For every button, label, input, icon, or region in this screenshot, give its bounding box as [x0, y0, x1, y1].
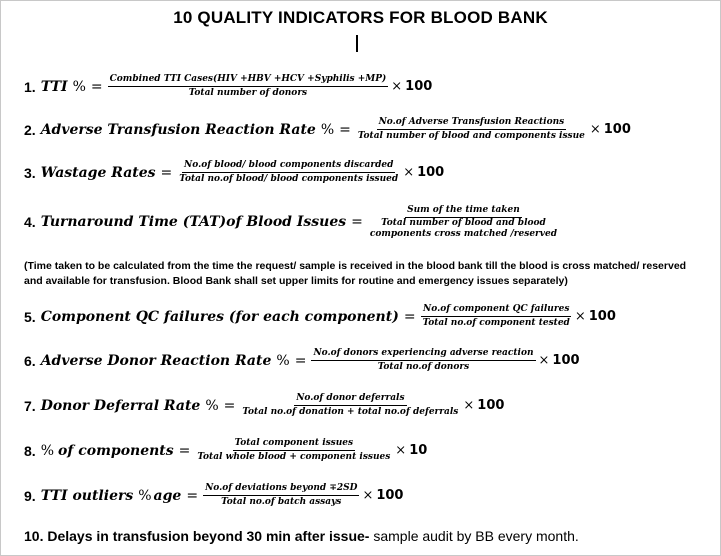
formula-fraction — [177, 159, 400, 186]
indicator-name: Delays in transfusion beyond 30 min after issue- — [47, 528, 370, 544]
formula-fraction — [195, 437, 392, 464]
indicator-name: Donor Deferral Rate — [40, 397, 201, 414]
multiplier: 100 — [552, 353, 580, 368]
multiplier: 100 — [603, 122, 631, 137]
indicator-3 — [24, 159, 444, 186]
equals-sign: = — [351, 214, 363, 230]
indicator-number: 3. — [24, 164, 36, 181]
percent-sign: % — [138, 487, 152, 504]
formula-fraction — [356, 116, 587, 143]
multiplier: 100 — [477, 398, 505, 413]
multiplier: 100 — [588, 309, 616, 324]
equals-sign: = — [339, 121, 351, 138]
percent-sign: % — [72, 78, 86, 95]
indicator-number: 1. — [24, 78, 36, 95]
indicator-number: 6. — [24, 352, 36, 369]
indicator-number: 4. — [24, 214, 36, 230]
multiplier: 100 — [405, 79, 433, 94]
numerator: No.of component QC failures — [421, 303, 571, 317]
indicator-number: 5. — [24, 308, 36, 325]
times-sign: × — [463, 398, 475, 413]
times-sign: × — [574, 309, 586, 324]
numerator: No.of deviations beyond ∓2SD — [203, 482, 359, 496]
numerator: No.of blood/ blood components discarded — [182, 159, 395, 173]
denominator: Total number of blood and components issue — [357, 131, 585, 141]
times-sign: × — [403, 165, 415, 180]
indicator-name: Adverse Donor Reaction Rate — [40, 352, 272, 369]
indicator-2 — [24, 116, 631, 143]
formula-fraction — [421, 303, 572, 330]
indicator-8 — [24, 437, 427, 464]
indicator-10 — [24, 528, 579, 544]
multiplier: 100 — [376, 488, 404, 503]
denominator-line-2: components cross matched /reserved — [369, 229, 558, 239]
indicator-7 — [24, 392, 504, 419]
indicator-name: TTI outliers — [40, 487, 134, 504]
indicator-name: Adverse Transfusion Reaction Rate — [40, 121, 316, 138]
percent-sign: % — [320, 121, 335, 138]
indicator-name: TTI — [40, 78, 68, 95]
text-cursor — [356, 35, 358, 52]
equals-sign: = — [178, 442, 191, 459]
indicator-name: of components — [58, 442, 174, 459]
times-sign: × — [395, 443, 407, 458]
percent-sign: % — [40, 442, 54, 459]
multiplier: 10 — [409, 443, 428, 458]
indicator-1 — [24, 73, 432, 100]
denominator: Total whole blood + component issues — [197, 452, 391, 462]
denominator: Total no.of component tested — [422, 318, 570, 328]
formula-fraction — [108, 73, 389, 100]
indicator-name: Wastage Rates — [40, 164, 156, 181]
equals-sign: = — [403, 308, 416, 325]
times-sign: × — [391, 79, 403, 94]
times-sign: × — [589, 122, 601, 137]
indicator-name: Component QC failures (for each component) — [40, 308, 399, 325]
numerator: Total component issues — [233, 437, 356, 451]
indicator-number: 8. — [24, 442, 36, 459]
indicator-number: 10. — [24, 528, 44, 544]
indicator-description: sample audit by BB every month. — [369, 528, 579, 544]
indicator-9 — [24, 482, 403, 509]
indicator-number: 9. — [24, 487, 36, 504]
tat-note: (Time taken to be calculated from the time the request/ sample is received in the blood bank till the blood is cross matched/ reserved and available for transfusion. Blood Bank shall set upper limits for routine and emergency issues separately) — [24, 260, 687, 287]
numerator: No.of donors experiencing adverse reaction — [311, 347, 535, 361]
numerator: No.of Adverse Transfusion Reactions — [377, 116, 567, 130]
indicator-6 — [24, 347, 580, 374]
denominator: Total no.of donors — [377, 362, 470, 372]
equals-sign: = — [186, 487, 199, 504]
numerator: Sum of the time taken — [405, 204, 522, 218]
formula-fraction — [368, 204, 559, 240]
indicator-4 — [24, 204, 559, 240]
numerator: Combined TTI Cases(HIV +HBV +HCV +Syphilis +MP) — [108, 73, 389, 87]
times-sign: × — [362, 488, 374, 503]
formula-fraction — [240, 392, 460, 419]
equals-sign: = — [160, 164, 173, 181]
indicator-name-suffix: age — [153, 487, 182, 504]
times-sign: × — [538, 353, 550, 368]
multiplier: 100 — [417, 165, 445, 180]
indicator-number: 7. — [24, 397, 36, 414]
percent-sign: % — [205, 397, 219, 414]
denominator: Total number of blood and blood — [381, 218, 546, 228]
denominator: Total number of donors — [188, 88, 308, 98]
equals-sign: = — [223, 397, 236, 414]
denominator: Total no.of batch assays — [221, 497, 342, 507]
numerator: No.of donor deferrals — [294, 392, 406, 406]
percent-sign: % — [276, 352, 290, 369]
indicator-name: Turnaround Time (TAT)of Blood Issues — [40, 214, 347, 230]
formula-fraction — [203, 482, 359, 509]
equals-sign: = — [90, 78, 103, 95]
denominator: Total no.of blood/ blood components issued — [179, 174, 399, 184]
page-title: 10 QUALITY INDICATORS FOR BLOOD BANK — [173, 8, 548, 27]
indicator-number: 2. — [24, 121, 36, 138]
indicator-5 — [24, 303, 616, 330]
formula-fraction — [311, 347, 535, 374]
equals-sign: = — [294, 352, 307, 369]
denominator: Total no.of donation + total no.of deferrals — [242, 407, 459, 417]
